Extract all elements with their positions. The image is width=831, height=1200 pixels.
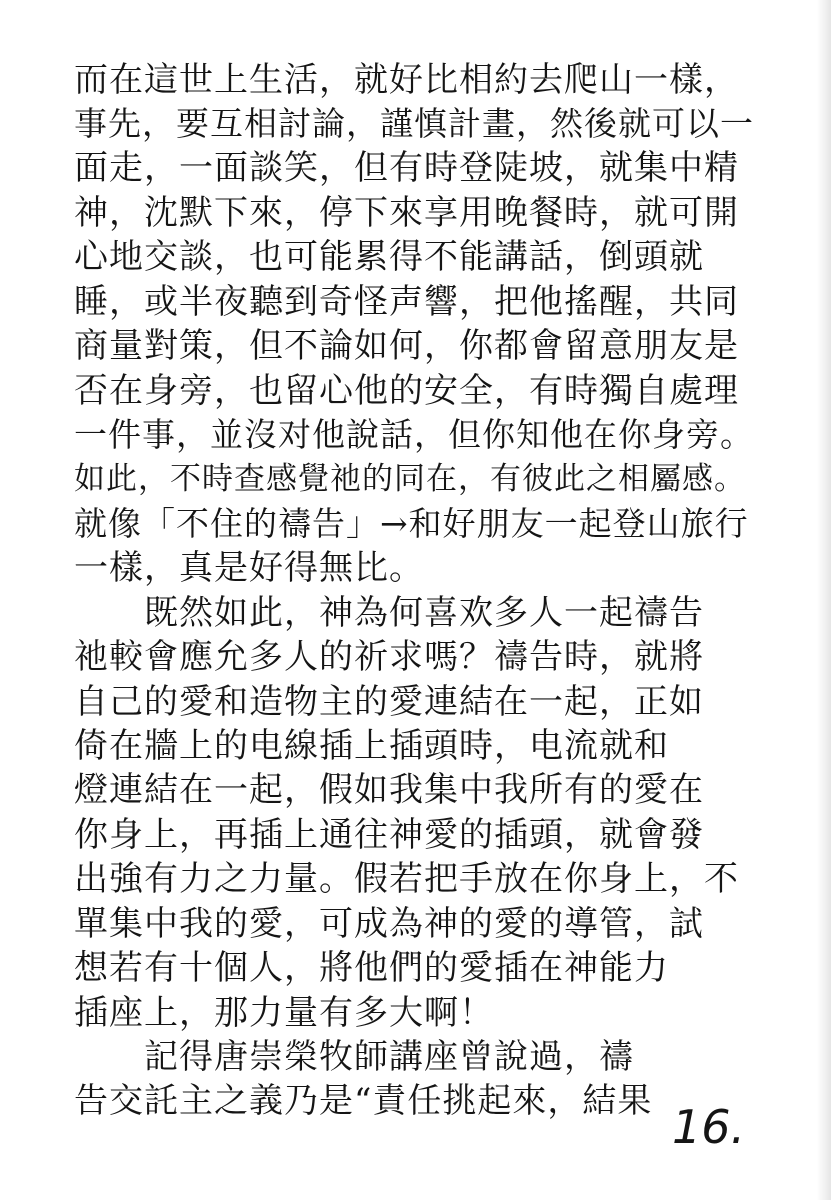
text-line-7: 商量對策，但不論如何，你都會留意朋友是	[74, 326, 739, 366]
text-line-18: 你身上，再插上通往神愛的插頭，就會發	[74, 815, 704, 855]
text-line-23: 記得唐崇榮牧師講座曾說過，禱	[74, 1037, 634, 1077]
text-line-5: 心地交談，也可能累得不能講話，倒頭就	[74, 237, 704, 277]
text-line-6: 睡，或半夜聽到奇怪声響，把他搖醒，共同	[74, 282, 739, 322]
text-line-24: 告交託主之義乃是“責任挑起來，結果	[74, 1081, 653, 1121]
text-line-1: 而在這世上生活，就好比相約去爬山一樣，	[74, 60, 739, 100]
text-line-10: 如此，不時查感覺祂的同在，有彼此之相屬感。	[74, 461, 746, 497]
text-line-21: 想若有十個人，將他們的愛插在神能力	[74, 948, 669, 988]
text-line-11: 就像「不住的禱告」→和好朋友一起登山旅行	[74, 504, 749, 543]
text-line-9: 一件事，並沒对他說話，但你知他在你身旁。	[74, 415, 754, 454]
scan-edge-shadow	[817, 0, 831, 1200]
text-line-14: 祂較會應允多人的祈求嗎？禱告時，就將	[74, 637, 704, 677]
text-line-12: 一樣，真是好得無比。	[74, 548, 424, 588]
text-line-13: 既然如此，神為何喜欢多人一起禱告	[74, 593, 704, 633]
page-number: 16.	[672, 1100, 746, 1154]
text-line-3: 面走，一面談笑，但有時登陡坡，就集中精	[74, 148, 739, 188]
text-line-17: 燈連結在一起，假如我集中我所有的愛在	[74, 770, 704, 810]
text-line-2: 事先，要互相討論，謹慎計畫，然後就可以一	[74, 104, 754, 143]
text-line-15: 自己的愛和造物主的愛連結在一起，正如	[74, 682, 704, 722]
text-line-22: 插座上，那力量有多大啊！	[74, 993, 494, 1033]
text-line-16: 倚在牆上的电線插上插頭時，电流就和	[74, 726, 669, 766]
text-line-4: 神，沈默下來，停下來享用晚餐時，就可開	[74, 193, 739, 233]
text-line-20: 單集中我的愛，可成為神的愛的導管，試	[74, 904, 704, 944]
text-line-8: 否在身旁，也留心他的安全，有時獨自處理	[74, 371, 739, 411]
text-line-19: 出強有力之力量。假若把手放在你身上，不	[74, 859, 739, 899]
